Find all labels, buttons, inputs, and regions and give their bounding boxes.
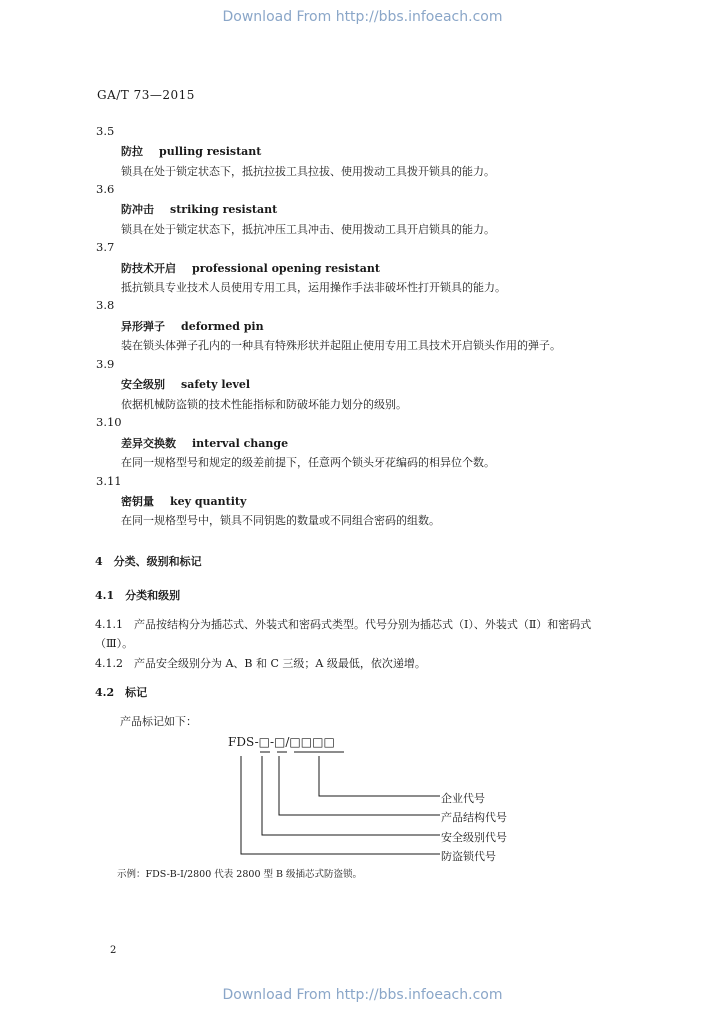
marking-example: 示例：FDS-B-Ⅰ/2800 代表 2800 型 B 级插芯式防盗锁。 [117, 869, 363, 880]
term-definition: 在同一规格型号中，锁具不同钥匙的数量或不同组合密码的组数。 [121, 514, 440, 527]
term-definition: 在同一规格型号和规定的级差前提下，任意两个锁头牙花编码的相异位个数。 [121, 456, 495, 469]
term-number: 3.7 [96, 240, 115, 254]
clause-4-1-1-line2: （Ⅲ）。 [95, 637, 134, 650]
label-safety-level-code: 安全级别代号 [441, 831, 507, 844]
watermark-top: Download From http://bbs.infoeach.com [222, 9, 503, 25]
term-number: 3.8 [96, 298, 115, 312]
term-en: pulling resistant [159, 145, 262, 158]
section-4-1-heading: 4.1 分类和级别 [95, 589, 181, 602]
term-zh: 密钥量 [121, 495, 154, 508]
term-number: 3.5 [96, 124, 115, 138]
section-4-2-heading: 4.2 标记 [95, 686, 148, 699]
term-definition: 装在锁头体弹子孔内的一种具有特殊形状并起阻止使用专用工具技术开启锁头作用的弹子。 [121, 339, 561, 352]
label-structure-code: 产品结构代号 [441, 811, 507, 824]
clause-4-1-1-line1: 4.1.1 产品按结构分为插芯式、外装式和密码式类型。代号分别为插芯式（Ⅰ）、外装式（Ⅱ）和密码式 [95, 618, 592, 631]
term-en: safety level [181, 378, 251, 391]
term-zh: 防拉 [121, 145, 143, 158]
term-en: key quantity [170, 495, 247, 508]
page-number: 2 [110, 945, 117, 956]
label-lock-code: 防盗锁代号 [441, 850, 496, 863]
label-enterprise-code: 企业代号 [441, 792, 485, 805]
term-en: striking resistant [170, 203, 278, 216]
term-zh: 防技术开启 [121, 262, 176, 275]
term-en: deformed pin [181, 320, 264, 333]
term-en: professional opening resistant [192, 262, 380, 275]
term-zh: 安全级别 [121, 378, 165, 391]
term-number: 3.11 [96, 474, 122, 488]
standard-id: GA/T 73—2015 [97, 88, 195, 102]
term-definition: 依据机械防盗锁的技术性能指标和防破坏能力划分的级别。 [121, 398, 407, 411]
section-4-heading: 4 分类、级别和标记 [95, 555, 202, 568]
term-definition: 抵抗锁具专业技术人员使用专用工具，运用操作手法非破坏性打开锁具的能力。 [121, 281, 506, 294]
term-en: interval change [192, 437, 289, 450]
term-zh: 差异交换数 [121, 437, 176, 450]
watermark-bottom: Download From http://bbs.infoeach.com [222, 987, 503, 1003]
term-definition: 锁具在处于锁定状态下，抵抗冲压工具冲击、使用拨动工具开启锁具的能力。 [121, 223, 495, 236]
term-number: 3.10 [96, 415, 122, 429]
marking-code: FDS-□-□/□□□□ [228, 735, 335, 749]
term-zh: 异形弹子 [121, 320, 165, 333]
term-zh: 防冲击 [121, 203, 154, 216]
term-definition: 锁具在处于锁定状态下，抵抗拉拔工具拉拔、使用拨动工具拨开锁具的能力。 [121, 165, 495, 178]
term-number: 3.6 [96, 182, 115, 196]
term-number: 3.9 [96, 357, 115, 371]
marking-intro: 产品标记如下： [120, 715, 197, 728]
clause-4-1-2: 4.1.2 产品安全级别分为 A、B 和 C 三级；A 级最低，依次递增。 [95, 657, 426, 670]
